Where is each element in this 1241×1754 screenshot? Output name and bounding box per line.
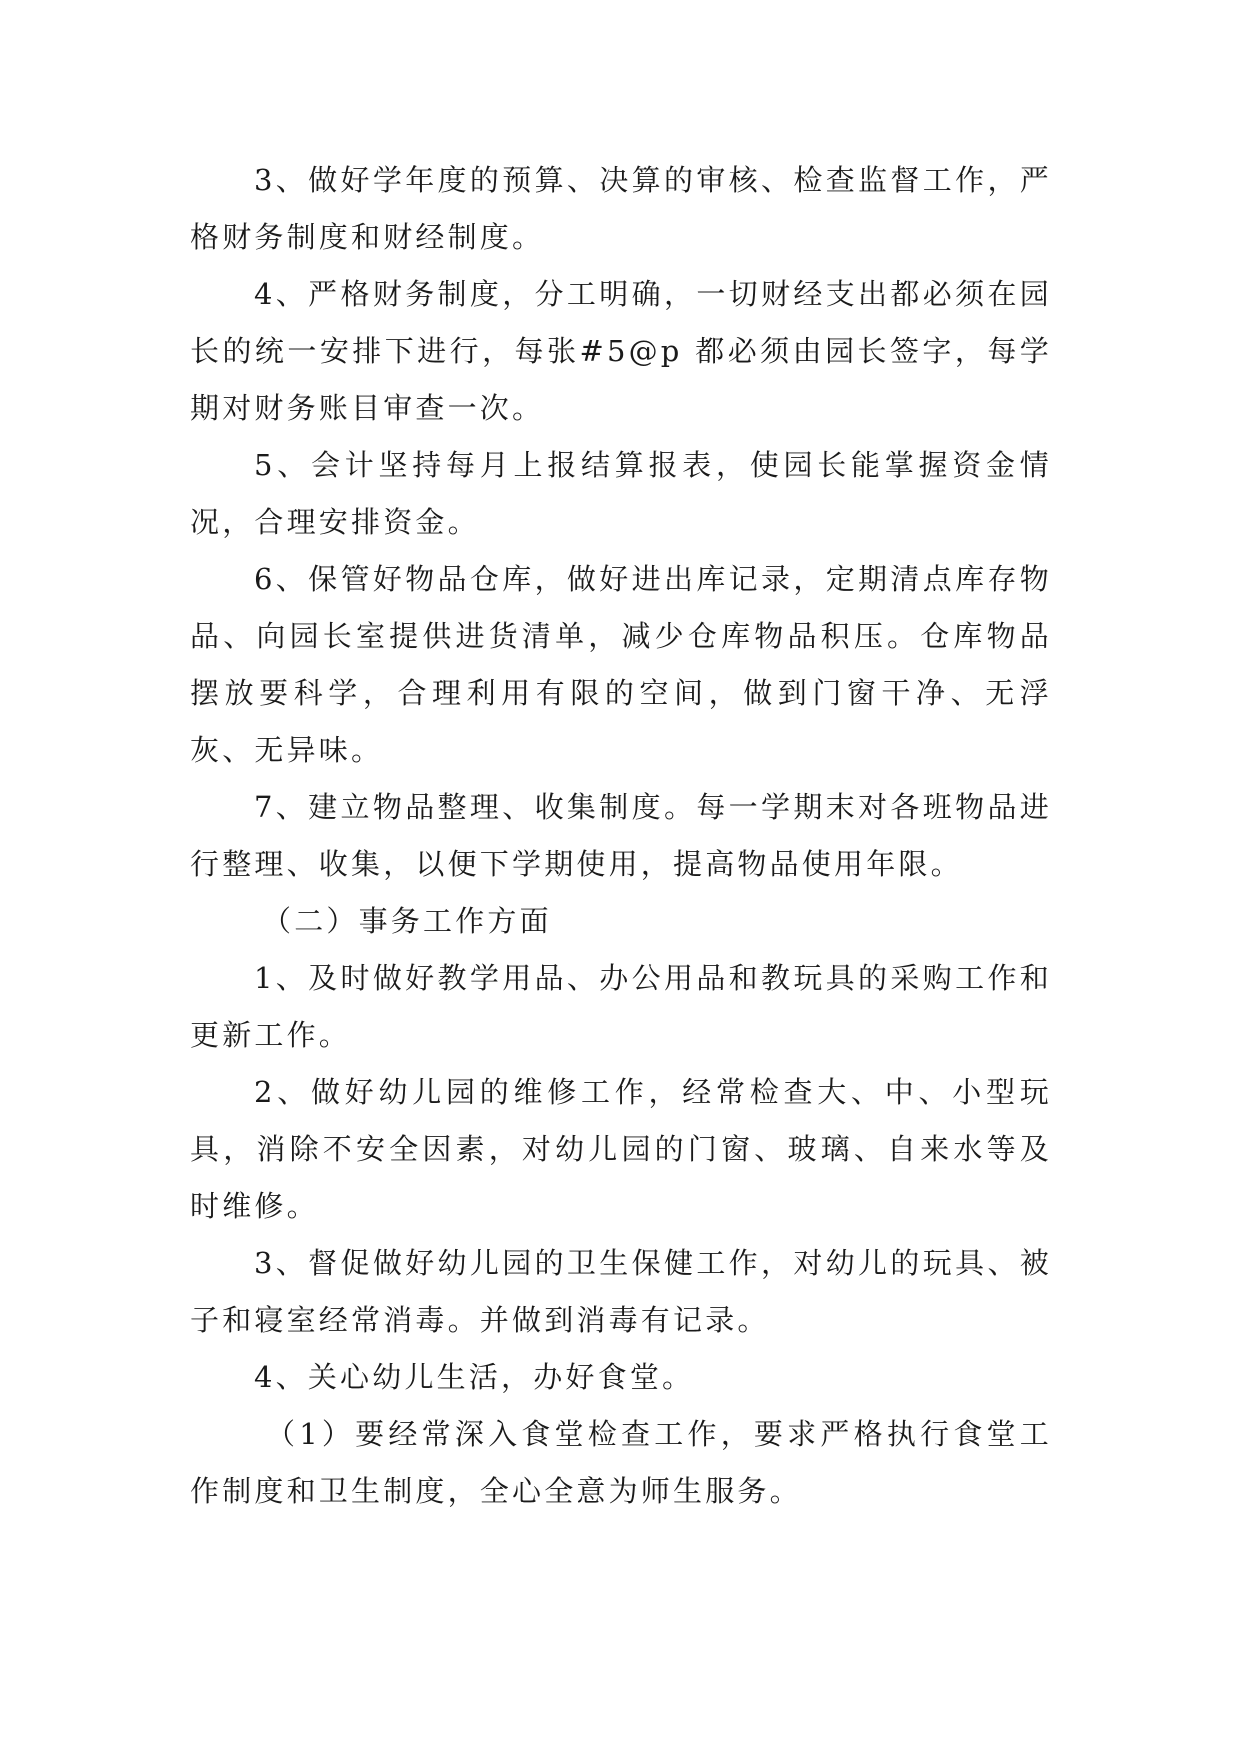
paragraph-canteen-inspection: （1）要经常深入食堂检查工作，要求严格执行食堂工作制度和卫生制度，全心全意为师生服务。 (190, 1417, 1052, 1508)
paragraph-budget-review: 3、做好学年度的预算、决算的审核、检查监督工作，严格财务制度和财经制度。 (190, 163, 1052, 254)
section-heading-affairs: （二）事务工作方面 (262, 904, 552, 938)
document-body (190, 152, 1052, 1520)
paragraph-maintenance: 2、做好幼儿园的维修工作，经常检查大、中、小型玩具，消除不安全因素，对幼儿园的门窗、玻璃、自来水等及时维修。 (190, 1075, 1052, 1223)
paragraph-hygiene: 3、督促做好幼儿园的卫生保健工作，对幼儿的玩具、被子和寝室经常消毒。并做到消毒有记录。 (190, 1246, 1052, 1337)
paragraph-procurement: 1、及时做好教学用品、办公用品和教玩具的采购工作和更新工作。 (190, 961, 1052, 1052)
paragraph-item-collection: 7、建立物品整理、收集制度。每一学期末对各班物品进行整理、收集，以便下学期使用，提高物品使用年限。 (190, 790, 1052, 881)
paragraph-monthly-report: 5、会计坚持每月上报结算报表，使园长能掌握资金情况，合理安排资金。 (190, 448, 1052, 539)
paragraph-finance-rules: 4、严格财务制度，分工明确，一切财经支出都必须在园长的统一安排下进行，每张#5@p 都必须由园长签字，每学期对财务账目审查一次。 (190, 277, 1052, 425)
paragraph-warehouse: 6、保管好物品仓库，做好进出库记录，定期清点库存物品、向园长室提供进货清单，减少仓库物品积压。仓库物品摆放要科学，合理利用有限的空间，做到门窗干净、无浮灰、无异味。 (190, 562, 1052, 767)
paragraph-canteen: 4、关心幼儿生活，办好食堂。 (254, 1360, 695, 1394)
